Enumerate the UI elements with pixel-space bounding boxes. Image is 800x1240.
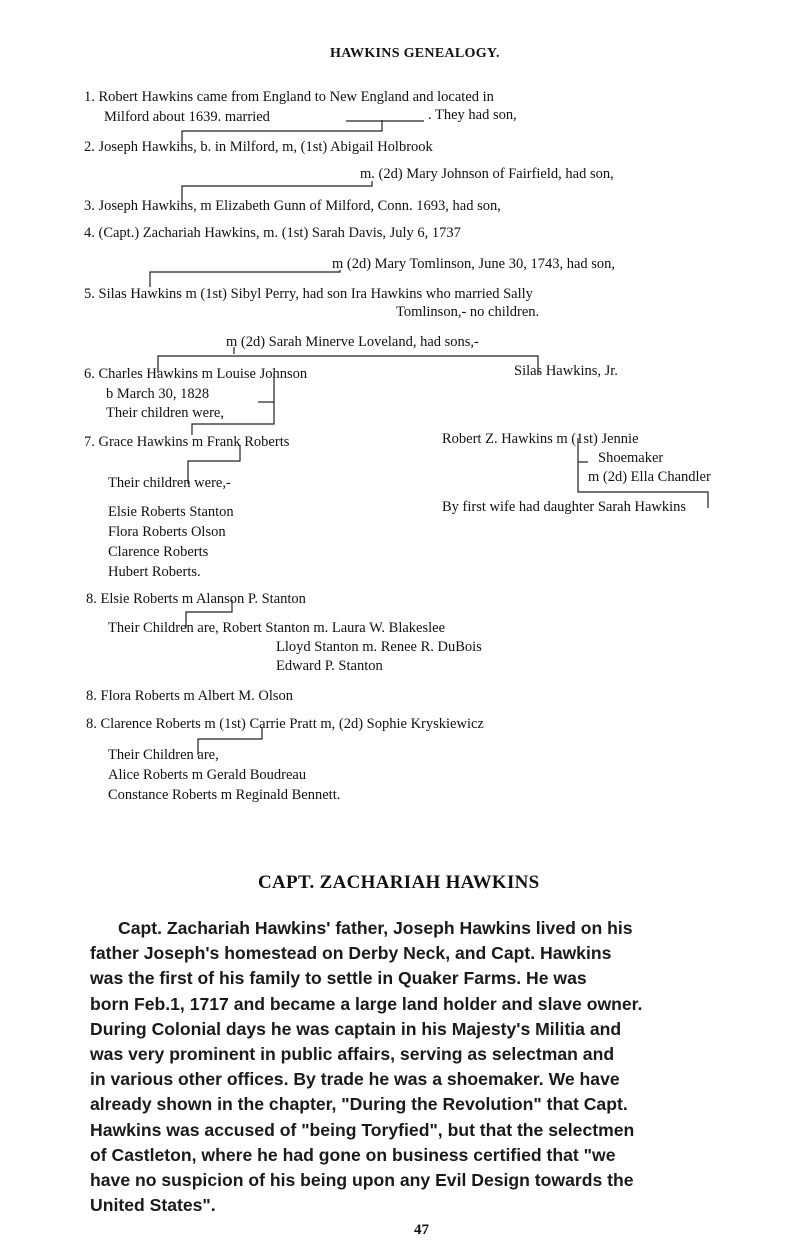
genealogy-line: 4. (Capt.) Zachariah Hawkins, m. (1st) Sarah Davis, July 6, 1737 (84, 225, 461, 241)
genealogy-line: Robert Z. Hawkins m (1st) Jennie (442, 431, 639, 447)
paragraph-line: have no suspicion of his being upon any Evil Design towards the (90, 1170, 634, 1191)
genealogy-line: b March 30, 1828 (106, 386, 210, 402)
genealogy-line: Their children were, (106, 405, 224, 421)
page-number: 47 (414, 1222, 429, 1238)
genealogy-line: 7. Grace Hawkins m Frank Roberts (84, 434, 290, 450)
paragraph-line: United States". (90, 1195, 216, 1216)
paragraph-line: already shown in the chapter, "During the Revolution" that Capt. (90, 1094, 628, 1115)
genealogy-line: Their children were,- (108, 475, 231, 491)
genealogy-line: Constance Roberts m Reginald Bennett. (108, 787, 341, 803)
genealogy-line: Their Children are, Robert Stanton m. Laura W. Blakeslee (108, 620, 446, 636)
genealogy-line: Alice Roberts m Gerald Boudreau (108, 767, 307, 783)
genealogy-line: m. (2d) Mary Johnson of Fairfield, had son, (360, 166, 614, 182)
genealogy-line: 8. Flora Roberts m Albert M. Olson (86, 688, 294, 704)
paragraph-line: Capt. Zachariah Hawkins' father, Joseph Hawkins lived on his (118, 918, 633, 938)
genealogy-line: Shoemaker (598, 450, 664, 466)
genealogy-line: Flora Roberts Olson (108, 524, 226, 540)
genealogy-line: Milford about 1639. married (104, 109, 270, 125)
paragraph-line: During Colonial days he was captain in his Majesty's Militia and (90, 1018, 622, 1039)
genealogy-line: 5. Silas Hawkins m (1st) Sibyl Perry, had son Ira Hawkins who married Sally (84, 286, 533, 302)
genealogy-line: Hubert Roberts. (108, 564, 201, 580)
genealogy-line: Elsie Roberts Stanton (108, 504, 234, 520)
genealogy-line: 8. Elsie Roberts m Alanson P. Stanton (86, 591, 306, 607)
genealogy-line: 2. Joseph Hawkins, b. in Milford, m, (1st) Abigail Holbrook (84, 139, 433, 155)
paragraph-line: was very prominent in public affairs, serving as selectman and (90, 1044, 615, 1065)
paragraph-line: was the first of his family to settle in Quaker Farms. He was (90, 968, 587, 989)
genealogy-line: Their Children are, (108, 747, 219, 763)
genealogy-line: 6. Charles Hawkins m Louise Johnson (84, 366, 308, 382)
genealogy-line: m (2d) Ella Chandler (588, 469, 711, 485)
genealogy-line: Clarence Roberts (108, 544, 209, 560)
genealogy-line: m (2d) Mary Tomlinson, June 30, 1743, had son, (332, 256, 616, 272)
genealogy-line: Edward P. Stanton (276, 658, 383, 674)
genealogy-line: 3. Joseph Hawkins, m Elizabeth Gunn of Milford, Conn. 1693, had son, (84, 198, 501, 214)
genealogy-line: Lloyd Stanton m. Renee R. DuBois (276, 639, 482, 655)
section-title: CAPT. ZACHARIAH HAWKINS (258, 872, 540, 893)
genealogy-line: . They had son, (428, 107, 517, 123)
body-paragraph (90, 916, 790, 1218)
genealogy-line: m (2d) Sarah Minerve Loveland, had sons,- (226, 334, 479, 350)
genealogy-line: By first wife had daughter Sarah Hawkins (442, 499, 687, 515)
paragraph-line: in various other offices. By trade he was a shoemaker. We have (90, 1069, 620, 1090)
paragraph-line: father Joseph's homestead on Derby Neck, and Capt. Hawkins (90, 943, 612, 964)
paragraph-line: of Castleton, where he had gone on business certified that "we (90, 1144, 616, 1165)
genealogy-line: Tomlinson,- no children. (396, 304, 540, 320)
genealogy-line: 1. Robert Hawkins came from England to New England and located in (84, 89, 494, 105)
genealogy-line: 8. Clarence Roberts m (1st) Carrie Pratt m, (2d) Sophie Kryskiewicz (86, 716, 484, 732)
running-header: HAWKINS GENEALOGY. (330, 46, 500, 61)
paragraph-line: born Feb.1, 1717 and became a large land holder and slave owner. (90, 993, 643, 1014)
paragraph-line: Hawkins was accused of "being Toryfied", but that the selectmen (90, 1119, 635, 1140)
genealogy-line: Silas Hawkins, Jr. (514, 363, 618, 379)
